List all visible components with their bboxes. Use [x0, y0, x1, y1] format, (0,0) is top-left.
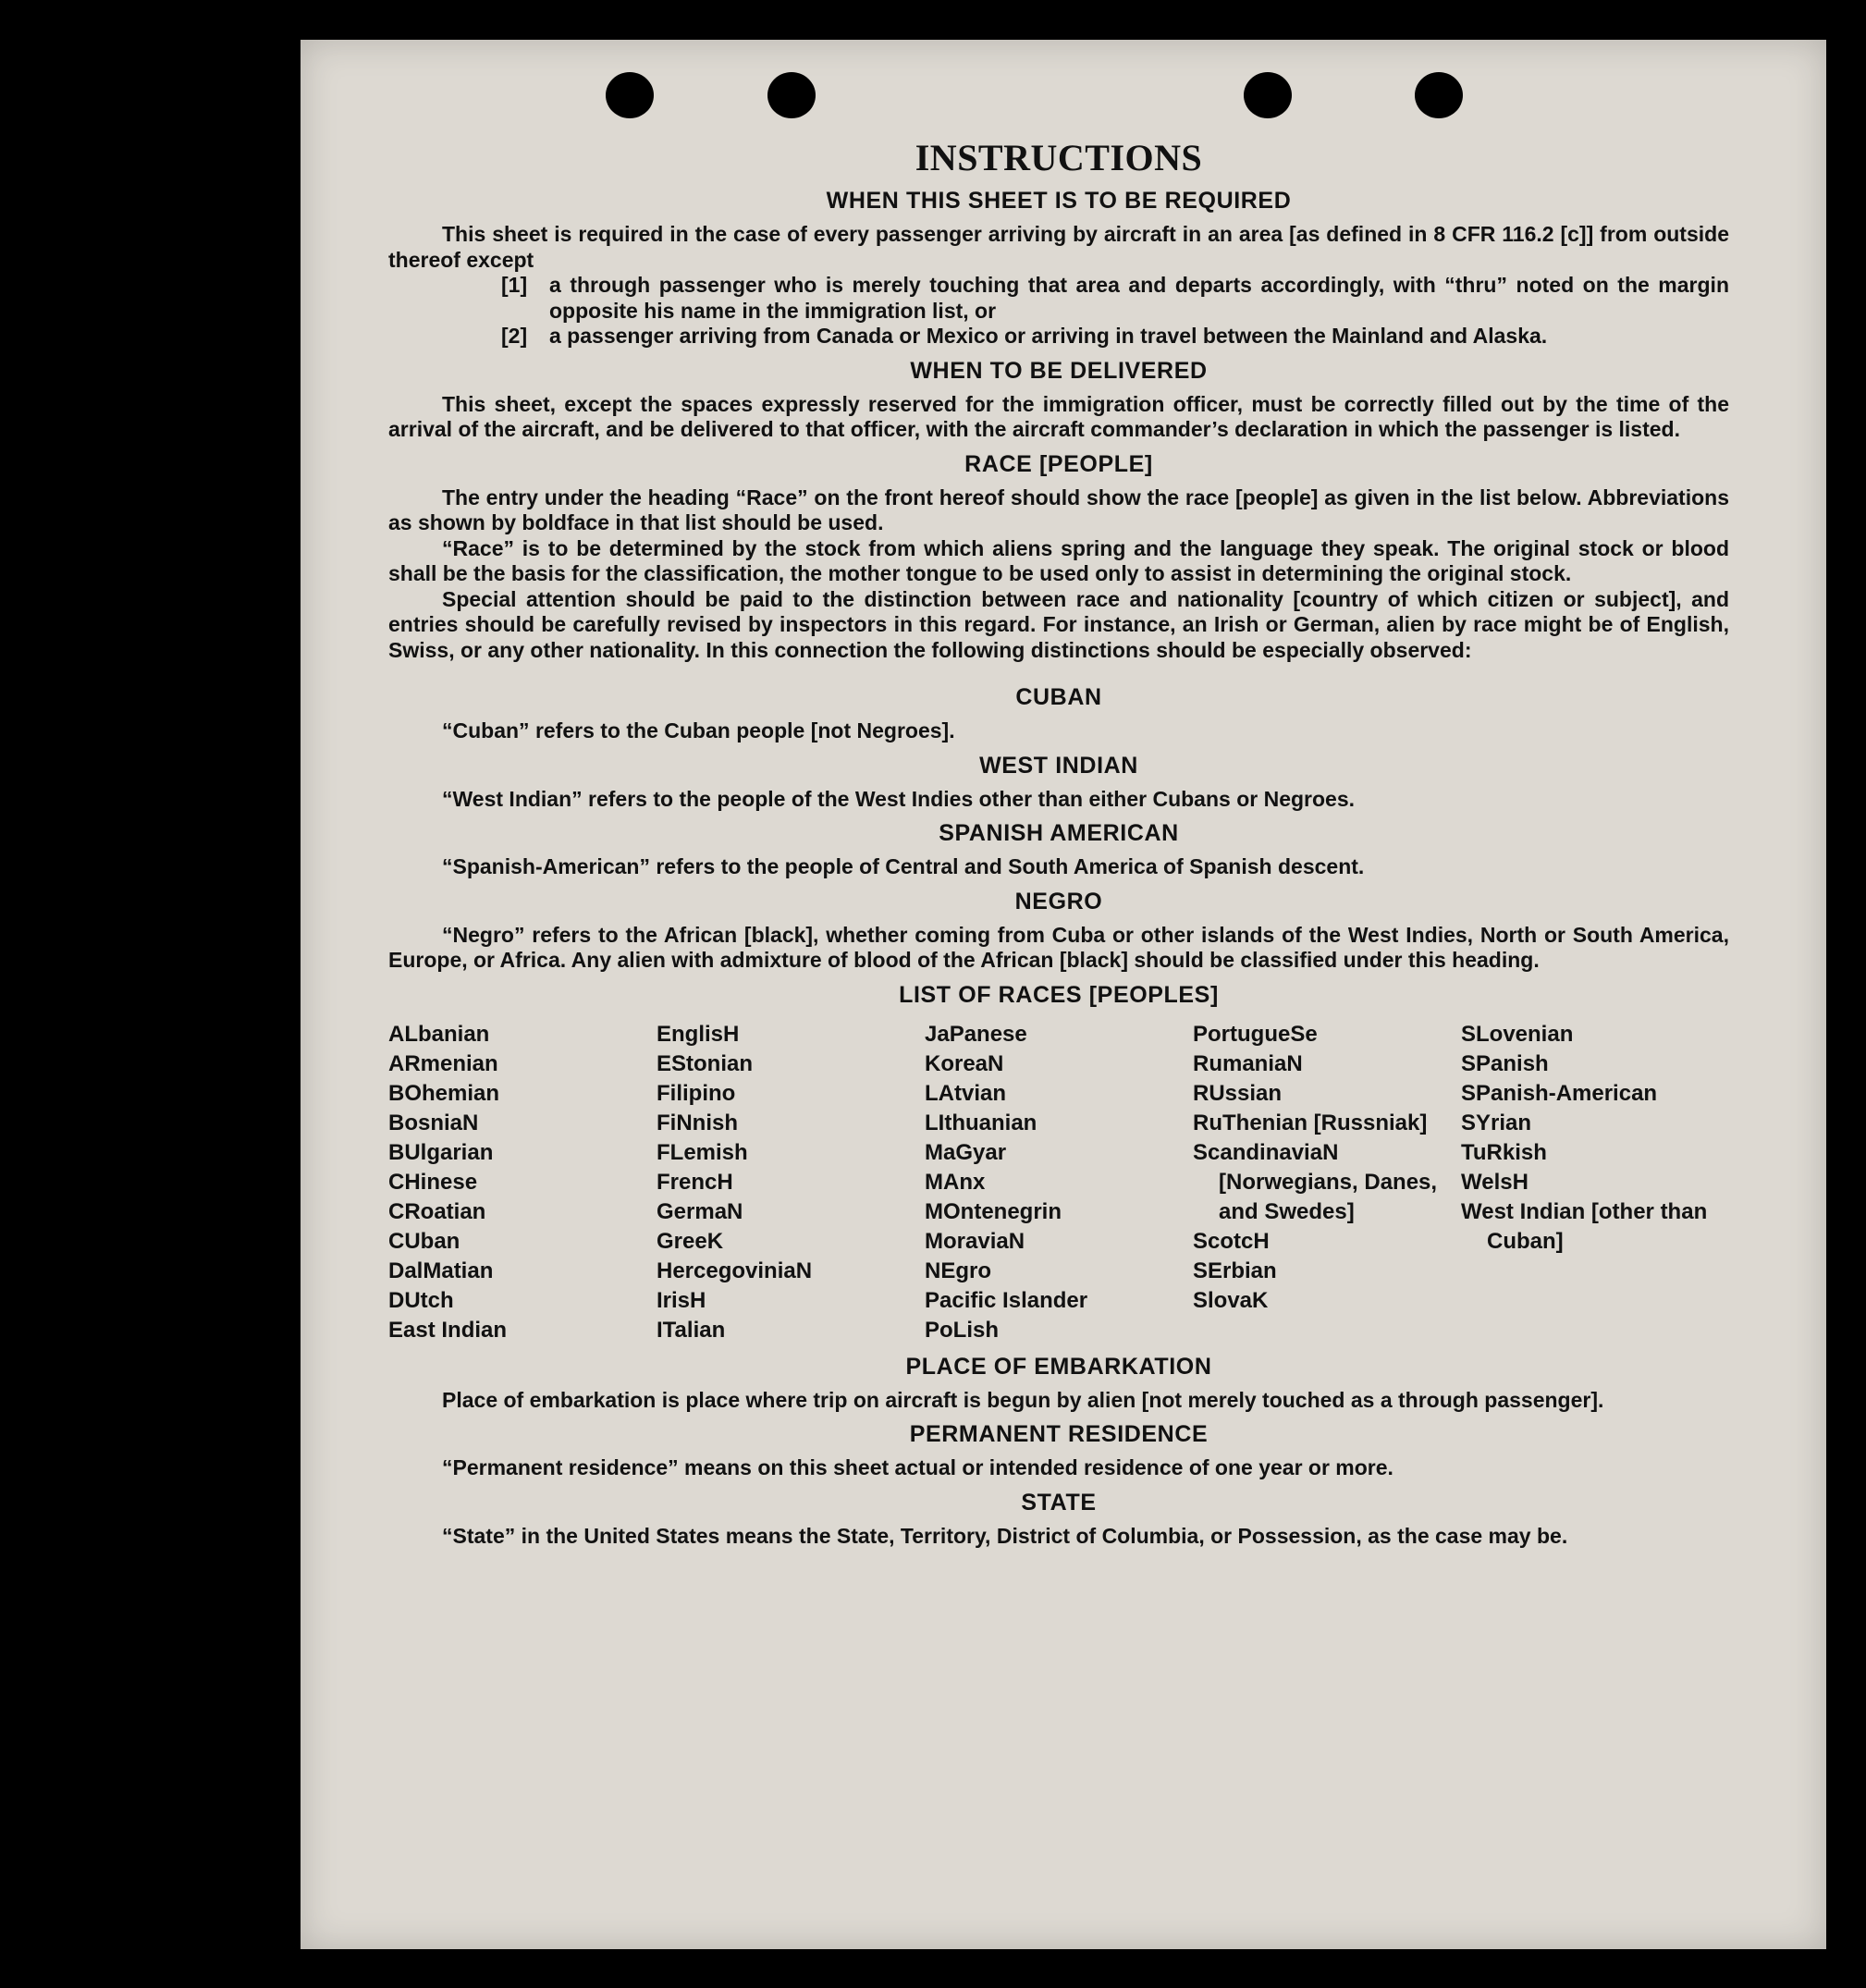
paragraph: “West Indian” refers to the people of the West Indies other than either Cubans or Negroes. — [442, 786, 1356, 811]
punch-hole-1 — [606, 72, 654, 118]
race-entry: SPanish-American — [1461, 1080, 1658, 1106]
races-column — [657, 1020, 925, 1345]
races-column — [1193, 1020, 1461, 1345]
paragraph: Special attention should be paid to the distinction between race and nationality [country of which citizen or subject], and entries should be carefully revised by inspectors in this regard. For instance, an Irish or German, alien by race might be of English, Swiss, or any other nationality. In this connection the following distinctions should be especially observed: — [388, 586, 1729, 662]
section-heading: WHEN TO BE DELIVERED — [910, 357, 1208, 384]
race-entry: BUlgarian — [388, 1139, 494, 1165]
paragraph: “Race” is to be determined by the stock from which aliens spring and the language they speak. The original stock or blood shall be the basis for the classification, the mother tongue to be used only to assist in determining the original stock. — [388, 535, 1729, 585]
section-cuban — [388, 683, 1729, 744]
section-race — [388, 450, 1729, 664]
race-entry: LIthuanian — [925, 1110, 1037, 1135]
race-entry: IrisH — [657, 1287, 706, 1313]
item-label: [2] — [501, 324, 528, 348]
section-heading: PLACE OF EMBARKATION — [905, 1353, 1212, 1380]
races-column — [925, 1020, 1193, 1345]
section-negro — [388, 888, 1729, 974]
race-entry: SlovaK — [1193, 1287, 1269, 1313]
section-heading: NEGRO — [1014, 888, 1103, 914]
race-entry: WelsH — [1461, 1169, 1528, 1195]
list-item — [501, 324, 1729, 350]
race-entry: BosniaN — [388, 1110, 479, 1135]
paragraph: “Cuban” refers to the Cuban people [not Negroes]. — [442, 718, 955, 742]
section-heading: STATE — [1021, 1489, 1097, 1516]
race-entry: West Indian [other than Cuban] — [1461, 1198, 1708, 1254]
race-entry: Pacific Islander — [925, 1287, 1088, 1313]
race-entry: PoLish — [925, 1317, 1000, 1343]
race-entry: CRoatian — [388, 1198, 486, 1224]
race-entry: East Indian — [388, 1317, 508, 1343]
race-entry: TuRkish — [1461, 1139, 1547, 1165]
race-entry: SErbian — [1193, 1258, 1277, 1283]
race-entry: ARmenian — [388, 1050, 498, 1076]
race-entry: BOhemian — [388, 1080, 500, 1106]
paragraph: Place of embarkation is place where trip on aircraft is begun by alien [not merely touched as a through passenger]. — [442, 1387, 1604, 1412]
race-entry: SPanish — [1461, 1050, 1549, 1076]
race-entry: MOntenegrin — [925, 1198, 1062, 1224]
race-entry: ALbanian — [388, 1021, 490, 1047]
race-entry: EnglisH — [657, 1021, 740, 1047]
section-heading: WEST INDIAN — [979, 752, 1138, 779]
document-page — [301, 40, 1826, 1949]
race-entry: NEgro — [925, 1258, 991, 1283]
paragraph: “Negro” refers to the African [black], whether coming from Cuba or other islands of the West Indies, North or South America, Europe, or Africa. Any alien with admixture of blood of the African [black] should be classified under this heading. — [388, 922, 1729, 972]
section-heading: PERMANENT RESIDENCE — [909, 1421, 1209, 1447]
section-permanent-residence — [388, 1420, 1729, 1481]
section-state — [388, 1489, 1729, 1550]
race-entry: JaPanese — [925, 1021, 1027, 1047]
section-delivered — [388, 357, 1729, 443]
page-title: INSTRUCTIONS — [915, 137, 1203, 178]
section-heading: SPANISH AMERICAN — [939, 820, 1179, 846]
race-entry: LAtvian — [925, 1080, 1007, 1106]
race-entry: RumaniaN — [1193, 1050, 1303, 1076]
section-place-of-embarkation — [388, 1353, 1729, 1414]
paragraph: “Permanent residence” means on this sheet actual or intended residence of one year or more. — [442, 1455, 1393, 1479]
section-heading: WHEN THIS SHEET IS TO BE REQUIRED — [826, 188, 1292, 214]
section-west-indian — [388, 752, 1729, 813]
section-list-of-races — [388, 981, 1729, 1345]
race-entry: Filipino — [657, 1080, 736, 1106]
section-heading: CUBAN — [1015, 684, 1102, 710]
races-column — [388, 1020, 657, 1345]
item-text: a through passenger who is merely touching that area and departs accordingly, with “thru” noted on the margin opposite his name in the immigration list, or — [549, 273, 1729, 323]
race-entry: SYrian — [1461, 1110, 1532, 1135]
paragraph: This sheet is required in the case of every passenger arriving by aircraft in an area [as defined in 8 CFR 116.2 [c]] from outside thereof except — [388, 222, 1729, 272]
race-entry: CUban — [388, 1228, 460, 1254]
race-entry: FLemish — [657, 1139, 748, 1165]
race-entry: HercegoviniaN — [657, 1258, 813, 1283]
paragraph: “Spanish-American” refers to the people of Central and South America of Spanish descent. — [442, 854, 1365, 878]
race-entry: SLovenian — [1461, 1021, 1574, 1047]
race-entry: ITalian — [657, 1317, 726, 1343]
race-entry: ScandinaviaN [Norwegians, Danes, and Swedes] — [1193, 1139, 1438, 1224]
paragraph: “State” in the United States means the State, Territory, District of Columbia, or Possession, as the case may be. — [442, 1523, 1568, 1548]
race-entry: RuThenian [Russniak] — [1193, 1110, 1428, 1135]
race-entry: MaGyar — [925, 1139, 1007, 1165]
race-entry: KoreaN — [925, 1050, 1004, 1076]
race-entry: GreeK — [657, 1228, 724, 1254]
paragraph: The entry under the heading “Race” on the front hereof should show the race [people] as given in the list below. Abbreviations as shown by boldface in that list should be used. — [388, 485, 1729, 534]
list-item — [501, 273, 1729, 324]
races-column — [1461, 1020, 1729, 1345]
race-entry: FrencH — [657, 1169, 733, 1195]
race-entry: DalMatian — [388, 1258, 494, 1283]
race-entry: MAnx — [925, 1169, 986, 1195]
item-label: [1] — [501, 273, 528, 297]
race-entry: FiNnish — [657, 1110, 738, 1135]
section-heading: RACE [PEOPLE] — [964, 450, 1153, 477]
punch-hole-4 — [1415, 72, 1463, 118]
race-entry: MoraviaN — [925, 1228, 1025, 1254]
section-required — [388, 187, 1729, 350]
race-entry: RUssian — [1193, 1080, 1283, 1106]
punch-hole-2 — [767, 72, 816, 118]
section-spanish-american — [388, 819, 1729, 880]
section-heading: LIST OF RACES [PEOPLES] — [899, 981, 1219, 1008]
race-entry: GermaN — [657, 1198, 743, 1224]
race-entry: CHinese — [388, 1169, 478, 1195]
race-entry: DUtch — [388, 1287, 454, 1313]
paragraph: This sheet, except the spaces expressly reserved for the immigration officer, must be correctly filled out by the time of the arrival of the aircraft, and be delivered to that officer, with the aircraft commander’s declaration in which the passenger is listed. — [388, 391, 1729, 441]
race-entry: EStonian — [657, 1050, 754, 1076]
races-table — [388, 1020, 1729, 1345]
item-text: a passenger arriving from Canada or Mexico or arriving in travel between the Mainland and Alaska. — [549, 324, 1548, 348]
instructions-content — [388, 137, 1729, 1549]
race-entry: ScotcH — [1193, 1228, 1270, 1254]
race-entry: PortugueSe — [1193, 1021, 1318, 1047]
punch-hole-3 — [1244, 72, 1292, 118]
